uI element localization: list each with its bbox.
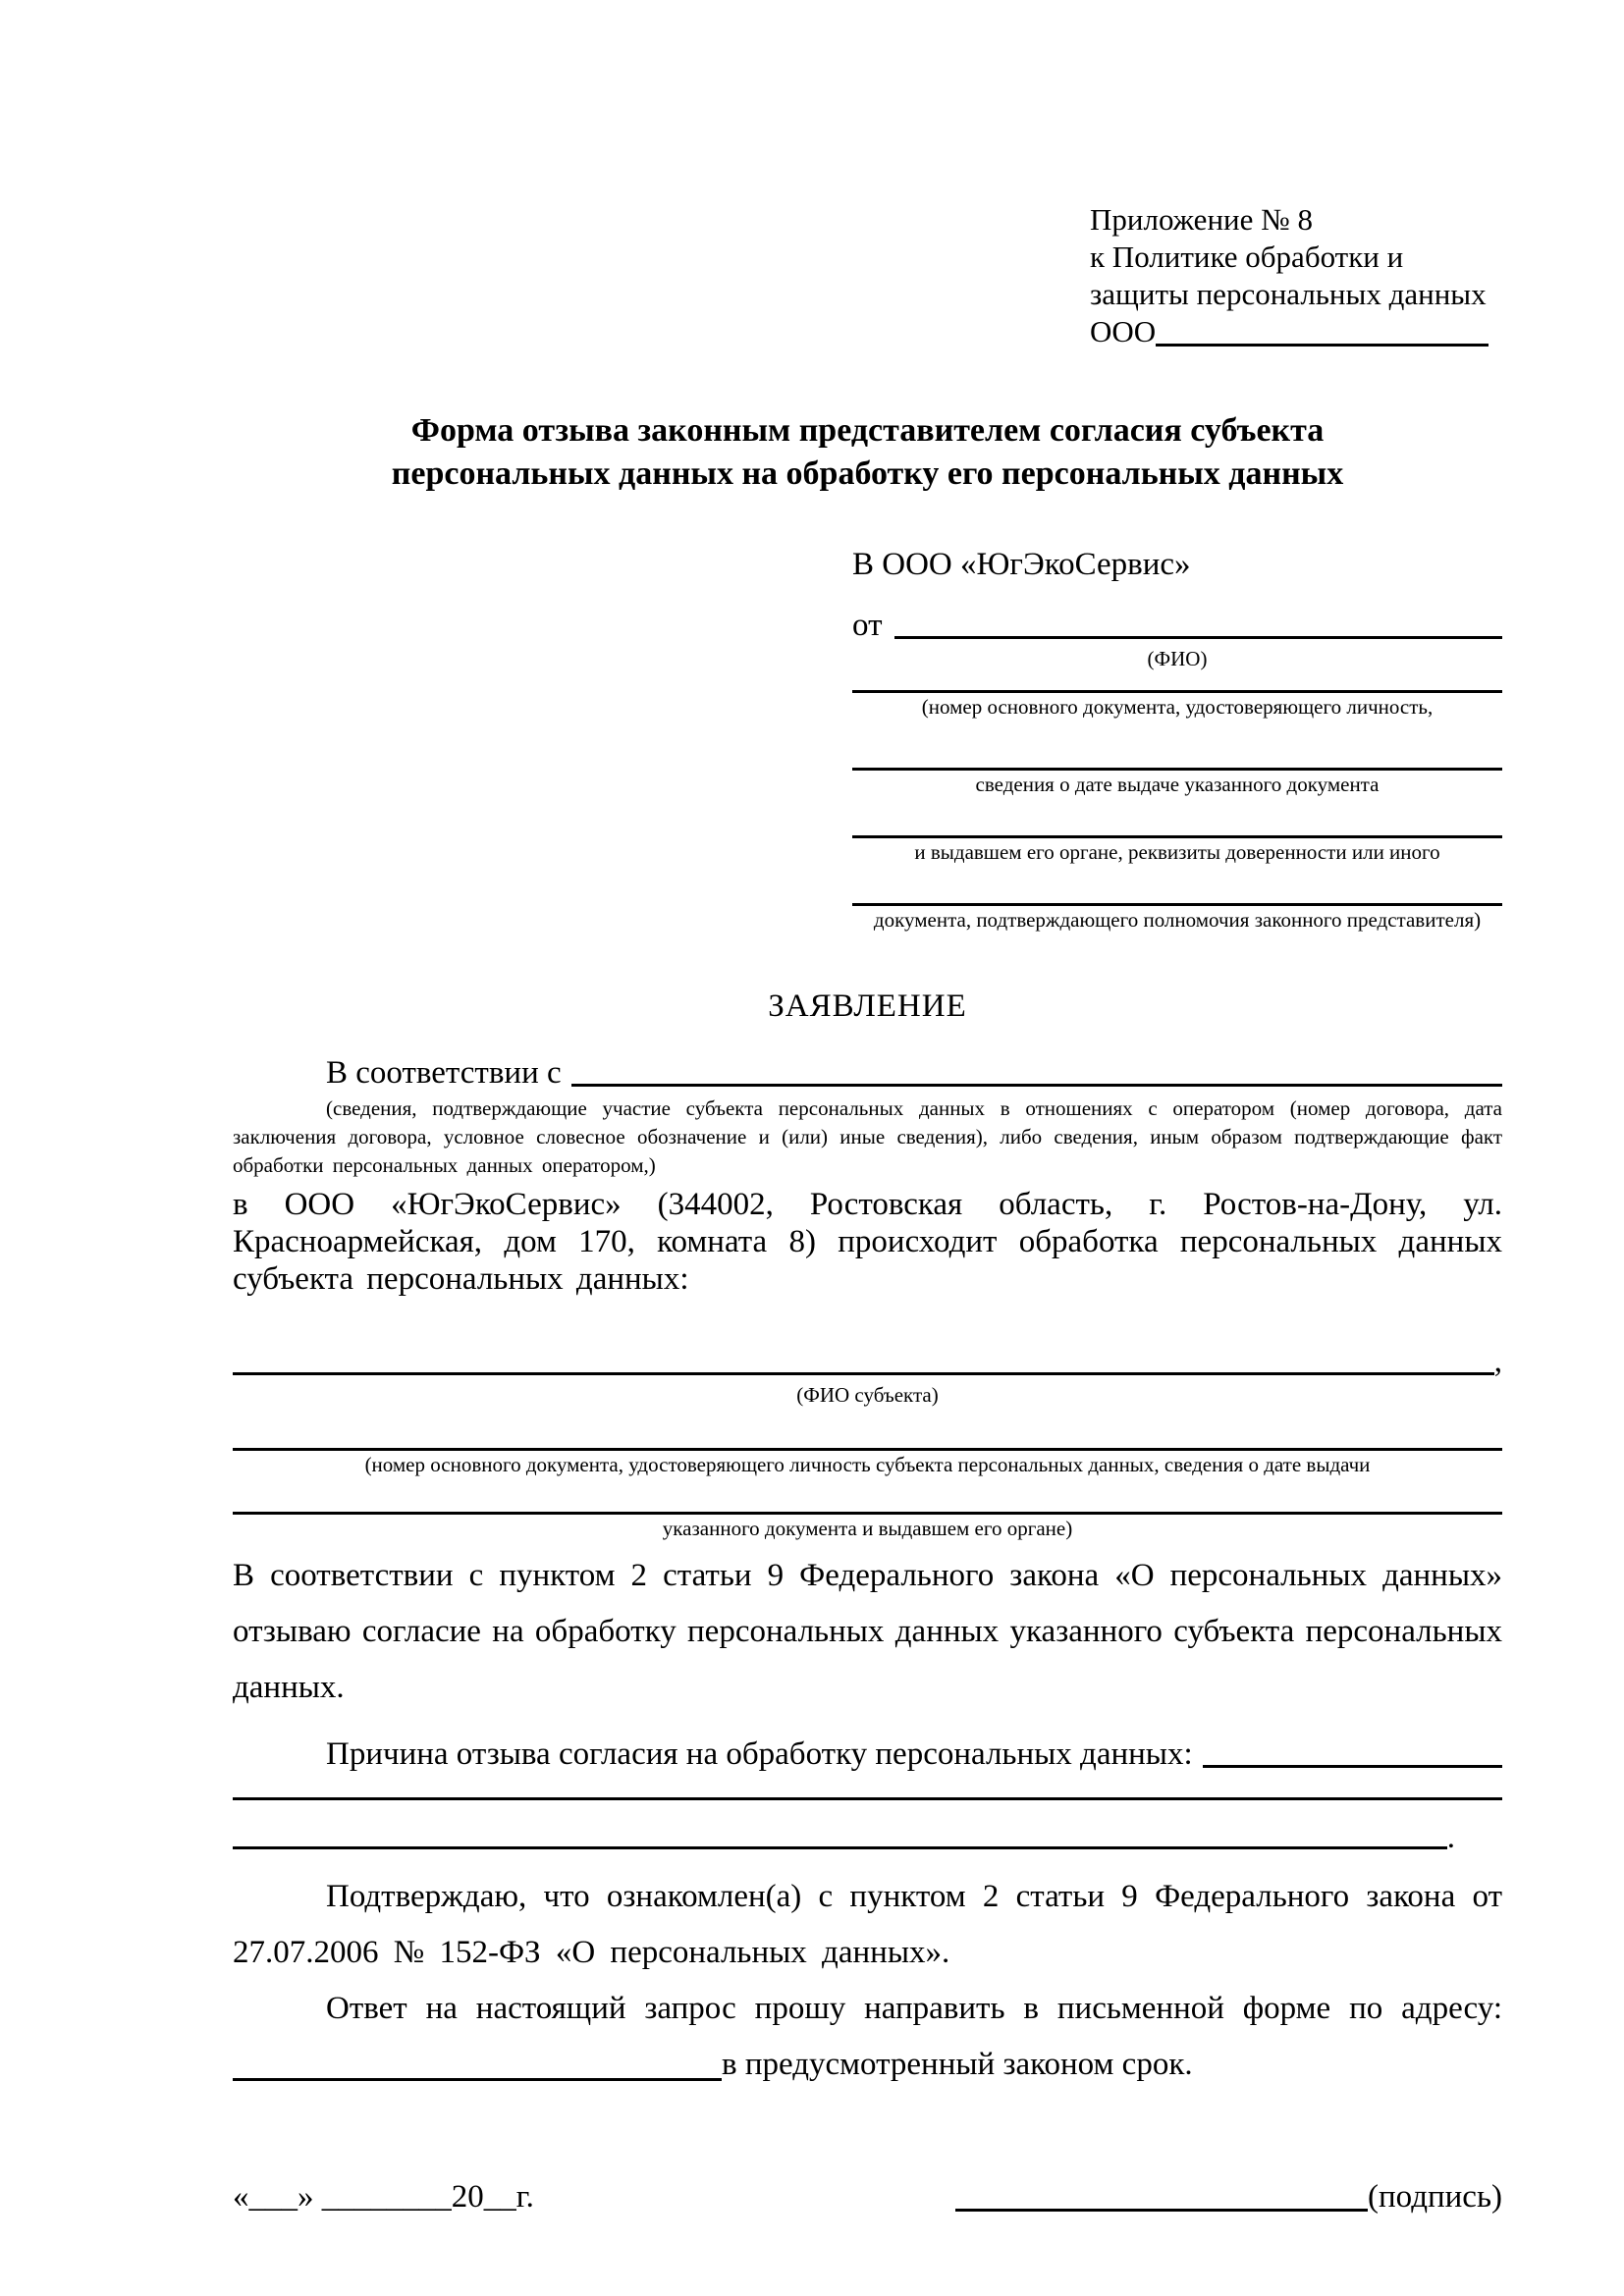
representative-doc-group — [852, 798, 1502, 866]
accordance-blank-line — [571, 1084, 1502, 1087]
subject-fio-blank-line — [233, 1372, 1494, 1375]
reason-extra-blank-line-2 — [233, 1800, 1502, 1855]
from-label: от — [852, 608, 883, 643]
representative-doc-caption-1: (номер основного документа, удостоверяющего личность, — [921, 695, 1434, 719]
reply-address-blank-line — [233, 2078, 722, 2081]
subject-doc-caption-2: указанного документа и выдавшем его органе) — [662, 1517, 1073, 1540]
subject-doc-group — [233, 1478, 1502, 1542]
reason-prefix: Причина отзыва согласия на обработку персональных данных: — [326, 1736, 1193, 1772]
reply-line-2 — [233, 2037, 1502, 2086]
appendix-org-blank-line — [1156, 344, 1489, 347]
subject-doc-caption-1: (номер основного документа, удостоверяющего личность субъекта персональных данных, сведения о дате выдачи — [364, 1453, 1371, 1476]
addressee-block — [852, 545, 1502, 934]
representative-doc-caption-3: и выдавшем его органе, реквизиты доверенности или иного — [914, 840, 1440, 864]
reason-extra-blank-line-1 — [233, 1774, 1502, 1800]
addressee-organization: В ООО «ЮгЭкоСервис» — [852, 547, 1191, 582]
date-line: «___» ________20__г. — [233, 2179, 534, 2215]
representative-doc-caption-2: сведения о дате выдаче указанного документа — [975, 773, 1380, 796]
subject-fio-line — [233, 1337, 1502, 1381]
reply-suffix: в предусмотренный законом срок. — [722, 2047, 1193, 2082]
withdrawal-paragraph: В соответствии с пунктом 2 статьи 9 Федерального закона «О персональных данных» отзываю согласие на обработку персональных данных указанного субъекта персональных данных. — [233, 1558, 1502, 1705]
appendix-line-1: Приложение № 8 — [1090, 202, 1313, 237]
representative-doc-group — [852, 721, 1502, 798]
reason-line — [233, 1730, 1502, 1774]
appendix-line-3: защиты персональных данных — [1090, 277, 1487, 311]
accordance-prefix: В соответствии с — [326, 1055, 562, 1091]
signature-group — [955, 2176, 1502, 2217]
reply-line-1: Ответ на настоящий запрос прошу направить в письменной форме по адресу: — [326, 1991, 1502, 2026]
subject-doc-blank-line-2 — [233, 1478, 1502, 1515]
document-content — [233, 0, 1502, 2217]
subject-doc-group — [233, 1409, 1502, 1478]
signature-caption: (подпись) — [1368, 2179, 1502, 2215]
representative-doc-blank-line-2 — [852, 721, 1502, 771]
confirmation-paragraph: Подтверждаю, что ознакомлен(а) с пунктом 2 статьи 9 Федерального закона от 27.07.2006 № 152-ФЗ «О персональных данных». — [233, 1879, 1502, 1970]
representative-doc-blank-line-3 — [852, 798, 1502, 838]
representative-doc-caption-4: документа, подтверждающего полномочия законного представителя) — [873, 908, 1482, 932]
appendix-block — [1090, 201, 1489, 350]
operator-paragraph: в ООО «ЮгЭкоСервис» (344002, Ростовская область, г. Ростов-на-Дону, ул. Красноармейская, дом 170, комната 8) происходит обработка персональных данных субъекта персональных данных: — [233, 1187, 1502, 1297]
subject-line-comma: , — [1493, 1344, 1502, 1379]
fio-caption: (ФИО) — [1147, 647, 1208, 670]
reason-extra-blank-line-2-rule — [233, 1846, 1447, 1849]
representative-doc-blank-line-1 — [852, 672, 1502, 693]
reason-period: . — [1446, 1820, 1455, 1855]
subject-fio-caption: (ФИО субъекта) — [796, 1383, 939, 1407]
subject-doc-blank-line-1 — [233, 1409, 1502, 1451]
small-print-note: (сведения, подтверждающие участие субъекта персональных данных в отношениях с оператором (номер договора, дата заключения договора, условное словесное обозначение и (или) иные сведения), либо сведения, иным образом подтверждающие факт обработки персональных данных оператором,) — [233, 1096, 1502, 1177]
representative-doc-group — [852, 866, 1502, 934]
document-title: Форма отзыва законным представителем согласия субъекта персональных данных на обработку его персональных данных — [391, 412, 1344, 492]
signature-footer — [233, 2176, 1502, 2217]
signature-blank-line — [955, 2209, 1368, 2212]
appendix-line-2: к Политике обработки и — [1090, 240, 1404, 274]
appendix-org-line — [1090, 313, 1489, 350]
appendix-org-label: ООО — [1090, 314, 1157, 348]
accordance-line — [233, 1048, 1502, 1093]
from-line — [852, 601, 1502, 645]
statement-heading: ЗАЯВЛЕНИЕ — [768, 988, 967, 1024]
representative-doc-blank-line-4 — [852, 866, 1502, 906]
reason-blank-line — [1203, 1765, 1502, 1768]
representative-doc-group — [852, 672, 1502, 721]
from-blank-line — [894, 636, 1503, 639]
